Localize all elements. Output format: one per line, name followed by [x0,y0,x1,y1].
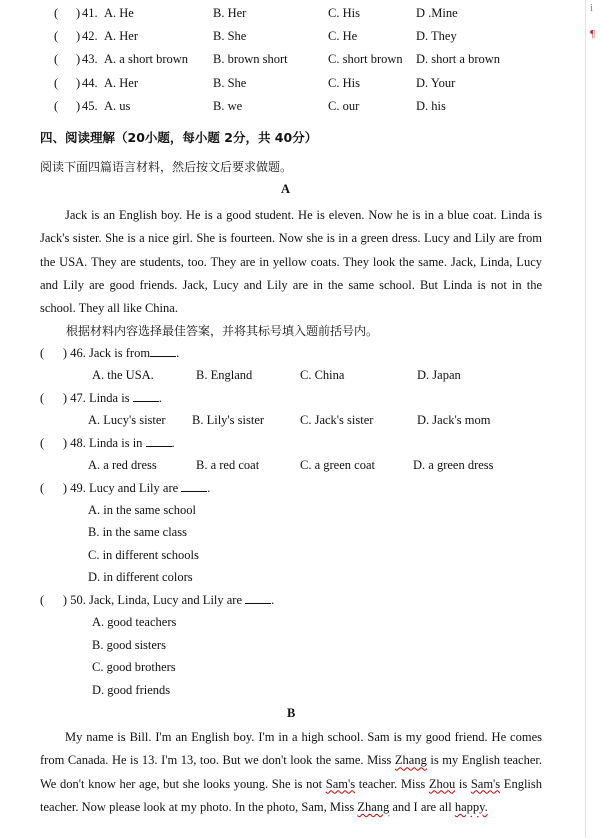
spellcheck-word[interactable]: Zhang [357,799,390,814]
question-number: 43. [82,52,98,66]
sub-instructions: 根据材料内容选择最佳答案，并将其标号填入题前括号内。 [66,324,379,338]
passage-b-text-6: and I are all [389,799,455,814]
answer-paren-close[interactable]: ) [76,6,81,20]
answer-paren-open[interactable]: ( [54,99,59,113]
option-d: D. They [416,29,457,43]
answer-blank [150,347,176,357]
q46-opt-b: B. England [196,368,253,382]
option-c: C. our [328,99,360,113]
q50-opt-d: D. good friends [92,683,171,697]
question-48 [40,436,175,451]
q50-opt-a: A. good teachers [92,615,177,629]
q49-opt-b: B. in the same class [88,525,187,539]
q48-opt-c: C. a green coat [300,458,375,472]
sidebar-divider [585,0,586,838]
info-icon[interactable]: i [590,2,594,14]
q46-opt-d: D. Japan [417,368,461,382]
stem-period: . [176,346,180,360]
question-47 [40,391,162,406]
answer-paren-open[interactable]: ( [54,76,59,90]
option-a: A. He [104,6,134,20]
option-b: B. Her [213,6,247,20]
spellcheck-word[interactable]: Sam's [325,776,356,791]
spellcheck-word[interactable]: Zhou [428,776,456,791]
passage-b-text-5: English teacher. Now please look at my photo. In the photo, Sam, Miss [40,776,542,814]
q49-opt-c: C. in different schools [88,548,199,562]
q46-opt-c: C. China [300,368,345,382]
passage-b [40,726,542,819]
passage-b-text-4: is [455,776,471,791]
option-d: D. his [416,99,446,113]
q49-opt-d: D. in different colors [88,570,193,584]
answer-blank [133,392,159,402]
answer-blank [181,482,207,492]
q49-opt-a: A. in the same school [88,503,196,517]
spellcheck-word[interactable]: Sam's [470,776,501,791]
passage-a-text: Jack is an English boy. He is a good student. He is eleven. Now he is in a blue coat. Linda is Jack's sister. She is a nice girl. She is fourteen. Now she is in a green dress. Lucy and Lily are from the USA. They are students, too. They are in yellow coats. They look the same. Jack, Linda, Lucy and Lily are good friends. Jack, Lucy and Lily are in the same school. But Linda is not in the school. They all like China. [40,208,542,316]
answer-paren[interactable]: ( ) [40,481,68,495]
spellcheck-word[interactable]: Zhang [394,753,427,768]
q46-stem: 46. Jack is from [70,346,151,360]
question-50 [40,593,274,608]
option-c: C. He [328,29,358,43]
answer-blank [245,594,271,604]
question-number: 41. [82,6,98,20]
option-d: D. short a brown [416,52,501,66]
option-d: D. Your [416,76,456,90]
passage-a [40,204,542,320]
passage-b-text-1: My name is Bill. I'm an English boy. I'm in a high school. Sam is my good friend. He comes from Canada. He is 13. I'm 13, too. But we don't look the same. Miss [40,730,542,768]
question-number: 45. [82,99,98,113]
answer-paren[interactable]: ( ) [40,593,68,607]
answer-paren-open[interactable]: ( [54,29,59,43]
q48-opt-b: B. a red coat [196,458,260,472]
passage-a-label: A [281,182,291,196]
question-number: 42. [82,29,98,43]
passage-b-label: B [287,706,296,720]
option-a: A. a short brown [104,52,189,66]
instructions: 阅读下面四篇语言材料，然后按文后要求做题。 [40,160,293,174]
stem-period: . [207,481,211,495]
q47-opt-b: B. Lily's sister [192,413,265,427]
q49-stem: 49. Lucy and Lily are [70,481,179,495]
stem-period: . [271,593,275,607]
q47-opt-c: C. Jack's sister [300,413,374,427]
pilcrow-icon[interactable]: ¶ [590,28,595,40]
option-b: B. She [213,29,247,43]
q50-stem: 50. Jack, Linda, Lucy and Lily are [70,593,243,607]
stem-period: . [171,436,175,450]
q50-opt-c: C. good brothers [92,660,176,674]
question-number: 44. [82,76,98,90]
passage-b-text-3: teacher. Miss [355,776,429,791]
answer-paren[interactable]: ( ) [40,391,68,405]
option-b: B. we [213,99,243,113]
question-46 [40,346,179,361]
q47-stem: 47. Linda is [70,391,130,405]
option-b: B. She [213,76,247,90]
option-a: A. Her [104,29,139,43]
option-a: A. us [104,99,131,113]
option-c: C. His [328,6,360,20]
answer-paren-close[interactable]: ) [76,76,81,90]
option-b: B. brown short [213,52,288,66]
option-d: D .Mine [416,6,458,20]
answer-paren[interactable]: ( ) [40,436,68,450]
option-c: C. short brown [328,52,403,66]
answer-paren-open[interactable]: ( [54,52,59,66]
q46-opt-a: A. the USA. [92,368,154,382]
stem-period: . [158,391,162,405]
option-a: A. Her [104,76,139,90]
answer-paren-close[interactable]: ) [76,29,81,43]
question-49 [40,481,210,496]
option-c: C. His [328,76,360,90]
spellcheck-word[interactable]: happy. [454,799,488,814]
answer-paren[interactable]: ( ) [40,346,68,360]
q47-opt-a: A. Lucy's sister [88,413,166,427]
answer-paren-open[interactable]: ( [54,6,59,20]
answer-paren-close[interactable]: ) [76,99,81,113]
section-heading: 四、阅读理解（20小题，每小题 2分，共 40分） [40,130,318,145]
q48-opt-a: A. a red dress [88,458,157,472]
q48-stem: 48. Linda is in [70,436,143,450]
answer-blank [146,437,172,447]
q48-opt-d: D. a green dress [413,458,494,472]
q47-opt-d: D. Jack's mom [417,413,491,427]
passage-b-text-2: is my English teacher. We don't know her age, but she looks young. She is not [40,753,542,791]
answer-paren-close[interactable]: ) [76,52,81,66]
q50-opt-b: B. good sisters [92,638,166,652]
